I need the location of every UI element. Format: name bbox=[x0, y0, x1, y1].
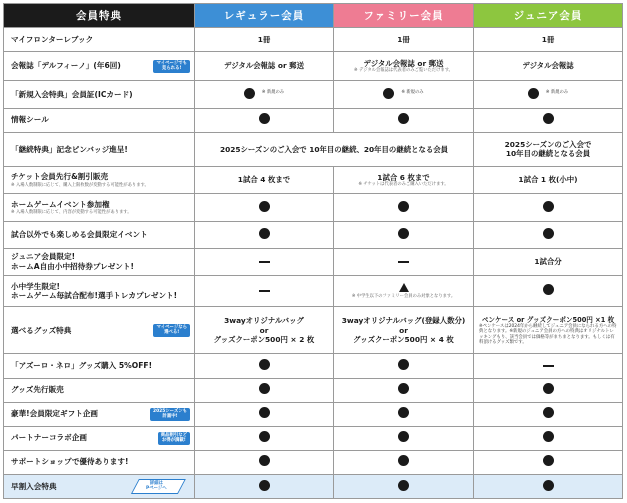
filled-circle-icon bbox=[543, 455, 554, 466]
triangle-icon bbox=[399, 283, 409, 292]
cell-note: ※ 中学生以下のファミリー会員のみ対象となります。 bbox=[351, 294, 456, 300]
cell-junior bbox=[474, 354, 623, 378]
membership-benefits-table bbox=[3, 3, 623, 499]
cell-regular bbox=[195, 221, 334, 248]
cell-junior: ※ 新規のみ bbox=[474, 81, 623, 108]
filled-circle-icon bbox=[398, 228, 409, 239]
cell-regular bbox=[195, 194, 334, 221]
cell-family bbox=[334, 221, 474, 248]
cell-regular bbox=[195, 275, 334, 306]
benefit-row-ic-card bbox=[4, 81, 623, 108]
row-label: ホームゲームイベント参加権 ※ 入場人数制限に応じて、内容が変動する可能性があります。 bbox=[4, 194, 195, 221]
header-junior-member: ジュニア会員 bbox=[474, 4, 623, 28]
row-label: 会報誌「デルフィーノ」(年6回) マイページでも 見られる! bbox=[4, 52, 195, 81]
filled-circle-icon bbox=[244, 88, 255, 99]
dash-icon bbox=[398, 261, 409, 263]
row-label: パートナーコラボ企画 商品割引など お得が満載! bbox=[4, 426, 195, 450]
cell-family bbox=[334, 275, 474, 306]
cell-junior bbox=[474, 426, 623, 450]
planning-badge[interactable]: 2025シーズンも 計画中! bbox=[150, 408, 190, 421]
row-label: チケット会員先行&割引販売 ※ 入場人数制限に応じて、購入上限枚数が変動する可能性があります。 bbox=[4, 167, 195, 194]
filled-circle-icon bbox=[259, 383, 270, 394]
benefit-row-gift-plan bbox=[4, 402, 623, 426]
filled-circle-icon bbox=[383, 88, 394, 99]
benefit-row-azzurro-nero-discount bbox=[4, 354, 623, 378]
benefit-row-info-sticker bbox=[4, 108, 623, 132]
cell-regular: デジタル会報誌 or 郵送 bbox=[195, 52, 334, 81]
cell-regular-family-merged: 2025シーズンのご入会で 10年目の継続、20年目の継続となる会員 bbox=[195, 132, 474, 167]
row-label: マイフロンターレブック bbox=[4, 28, 195, 52]
row-label: 情報シール bbox=[4, 108, 195, 132]
header-row bbox=[4, 4, 623, 28]
row-label: グッズ先行販売 bbox=[4, 378, 195, 402]
filled-circle-icon bbox=[543, 201, 554, 212]
cell-note: ※ペンケースは2024年から継続してジュニア会員になられる方への特典となります。※新規のジュニア会員の方への特典はオリジナルトレッキングもり、該当会員では価格等がまちまとなります。もしくは有料頂けるグッズ類です。 bbox=[479, 324, 617, 345]
benefit-row-support-shop bbox=[4, 450, 623, 474]
cell-family bbox=[334, 426, 474, 450]
filled-circle-icon bbox=[398, 431, 409, 442]
cell-regular bbox=[195, 450, 334, 474]
cell-regular: 1冊 bbox=[195, 28, 334, 52]
cell-regular bbox=[195, 378, 334, 402]
row-label: 試合以外でも楽しめる会員限定イベント bbox=[4, 221, 195, 248]
benefit-row-goods-choice bbox=[4, 307, 623, 354]
filled-circle-icon bbox=[259, 228, 270, 239]
mypage-badge[interactable]: マイページでも 見られる! bbox=[153, 60, 190, 73]
benefit-row-junior-invite bbox=[4, 248, 623, 275]
cell-regular bbox=[195, 426, 334, 450]
cell-family bbox=[334, 402, 474, 426]
header-regular-member: レギュラー会員 bbox=[195, 4, 334, 28]
benefit-row-pin-badge bbox=[4, 132, 623, 167]
cell-regular bbox=[195, 402, 334, 426]
mypage-select-badge[interactable]: マイページなら 選べる! bbox=[153, 324, 190, 337]
header-benefits: 会員特典 bbox=[4, 4, 195, 28]
filled-circle-icon bbox=[259, 359, 270, 370]
cell-note: ※ デジタル会報誌は代表者のみご覧いただけます。 bbox=[354, 68, 453, 74]
cell-family bbox=[334, 354, 474, 378]
benefit-row-ticket-presale bbox=[4, 167, 623, 194]
cell-junior bbox=[474, 275, 623, 306]
dash-icon bbox=[543, 365, 554, 367]
benefit-row-frontale-book bbox=[4, 28, 623, 52]
cell-junior: ペンケース or グッズクーポン500円 ×1 枚 ※ペンケースは2024年から継続してジュニア会員になられる方への特典となります。※新規のジュニア会員の方への特典はオリジナルトレッキングもり、該当会員では価格等がまちまとなります。もしくは有料頂けるグッズ類です。 bbox=[474, 307, 623, 354]
cell-note: ※ チケットは代表者のみご購入いただけます。 bbox=[358, 182, 449, 188]
cell-family: 1試合 6 枚まで ※ チケットは代表者のみご購入いただけます。 bbox=[334, 167, 474, 194]
filled-circle-icon bbox=[528, 88, 539, 99]
filled-circle-icon bbox=[259, 201, 270, 212]
row-label: 「新規入会特典」会員証(ICカード) bbox=[4, 81, 195, 108]
cell-junior bbox=[474, 194, 623, 221]
row-label: 小中学生限定! ホームゲーム毎試合配布!選手トレカプレゼント! bbox=[4, 275, 195, 306]
cell-family: デジタル会報誌 or 郵送 ※ デジタル会報誌は代表者のみご覧いただけます。 bbox=[334, 52, 474, 81]
dash-icon bbox=[259, 290, 270, 292]
filled-circle-icon bbox=[543, 407, 554, 418]
row-label: サポートショップで優待あります! bbox=[4, 450, 195, 474]
discount-badge[interactable]: 商品割引など お得が満載! bbox=[158, 432, 190, 445]
cell-regular: 1試合 4 枚まで bbox=[195, 167, 334, 194]
filled-circle-icon bbox=[543, 228, 554, 239]
cell-junior bbox=[474, 474, 623, 498]
filled-circle-icon bbox=[259, 431, 270, 442]
benefit-row-player-card bbox=[4, 275, 623, 306]
cell-junior: デジタル会報誌 bbox=[474, 52, 623, 81]
filled-circle-icon bbox=[259, 113, 270, 124]
cell-junior: 1試合 1 枚(小中) bbox=[474, 167, 623, 194]
cell-junior: 2025シーズンのご入会で 10年目の継続となる会員 bbox=[474, 132, 623, 167]
filled-circle-icon bbox=[398, 359, 409, 370]
filled-circle-icon bbox=[543, 431, 554, 442]
cell-family bbox=[334, 248, 474, 275]
filled-circle-icon bbox=[259, 480, 270, 491]
row-label: 「アズーロ・ネロ」グッズ購入 5%OFF! bbox=[4, 354, 195, 378]
cell-junior bbox=[474, 402, 623, 426]
filled-circle-icon bbox=[398, 201, 409, 212]
cell-regular: 3wayオリジナルバッグ or グッズクーポン500円 × 2 枚 bbox=[195, 307, 334, 354]
benefit-row-goods-presale bbox=[4, 378, 623, 402]
filled-circle-icon bbox=[543, 284, 554, 295]
cell-family bbox=[334, 450, 474, 474]
details-link[interactable]: 詳細は Pページへ bbox=[131, 479, 185, 494]
filled-circle-icon bbox=[398, 480, 409, 491]
row-label: 「継続特典」記念ピンバッジ進呈! bbox=[4, 132, 195, 167]
cell-regular bbox=[195, 474, 334, 498]
cell-junior bbox=[474, 378, 623, 402]
cell-family bbox=[334, 378, 474, 402]
header-family-member: ファミリー会員 bbox=[334, 4, 474, 28]
cell-junior bbox=[474, 450, 623, 474]
cell-junior bbox=[474, 108, 623, 132]
filled-circle-icon bbox=[398, 383, 409, 394]
cell-junior: 1試合分 bbox=[474, 248, 623, 275]
cell-family bbox=[334, 474, 474, 498]
row-label: 豪華!会員限定ギフト企画 2025シーズンも 計画中! bbox=[4, 402, 195, 426]
cell-family: 3wayオリジナルバッグ(登録人数分) or グッズクーポン500円 × 4 枚 bbox=[334, 307, 474, 354]
filled-circle-icon bbox=[543, 383, 554, 394]
filled-circle-icon bbox=[398, 113, 409, 124]
cell-regular bbox=[195, 354, 334, 378]
filled-circle-icon bbox=[398, 407, 409, 418]
cell-family: 1冊 bbox=[334, 28, 474, 52]
filled-circle-icon bbox=[259, 407, 270, 418]
filled-circle-icon bbox=[543, 480, 554, 491]
cell-family bbox=[334, 194, 474, 221]
cell-junior: 1冊 bbox=[474, 28, 623, 52]
cell-regular bbox=[195, 248, 334, 275]
benefit-row-member-event bbox=[4, 221, 623, 248]
cell-family: ※ 新規のみ bbox=[334, 81, 474, 108]
filled-circle-icon bbox=[543, 113, 554, 124]
benefit-row-home-event bbox=[4, 194, 623, 221]
cell-regular: ※ 新規のみ bbox=[195, 81, 334, 108]
row-label: ジュニア会員限定! ホームA自由小中招待券プレゼント! bbox=[4, 248, 195, 275]
cell-family bbox=[334, 108, 474, 132]
row-label: 早割入会特典 詳細は Pページへ bbox=[4, 474, 195, 498]
benefit-row-delfino-magazine bbox=[4, 52, 623, 81]
cell-regular bbox=[195, 108, 334, 132]
benefit-row-partner-collab bbox=[4, 426, 623, 450]
row-label: 選べるグッズ特典 マイページなら 選べる! bbox=[4, 307, 195, 354]
filled-circle-icon bbox=[259, 455, 270, 466]
dash-icon bbox=[259, 261, 270, 263]
cell-junior bbox=[474, 221, 623, 248]
filled-circle-icon bbox=[398, 455, 409, 466]
benefit-row-early-signup bbox=[4, 474, 623, 498]
